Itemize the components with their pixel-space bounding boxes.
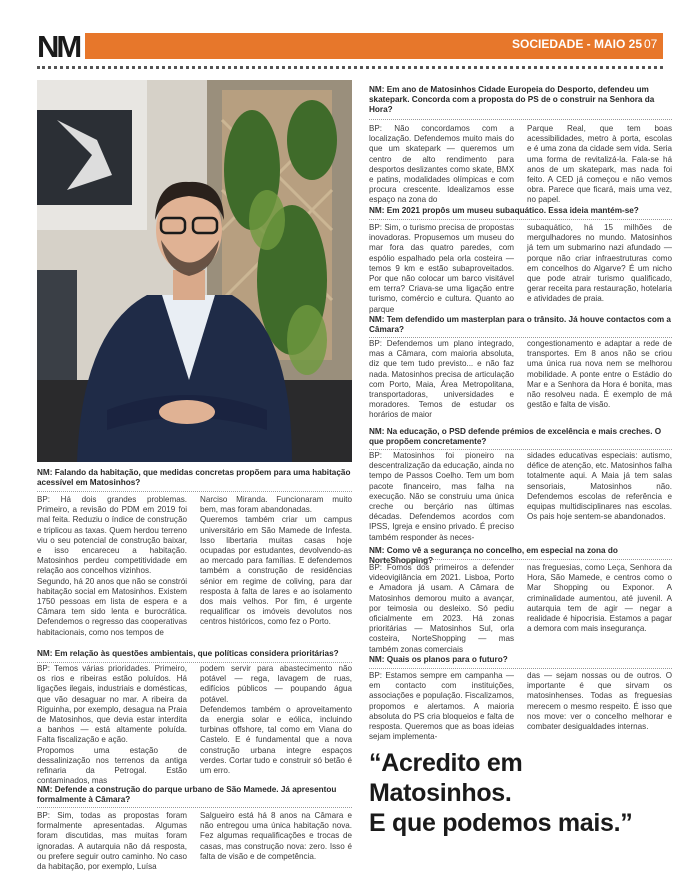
answer-column: sidades educativas especiais: autismo, défice de atenção, etc. Matosinhos falha totalmente aqui. A Maia já tem salas sensoriais, Matosinhos não. Defendemos escolas de referência e equipas multidisciplinares nas escolas. Os pais hoje sentem-se abandonados.	[527, 451, 672, 522]
answer-column: podem servir para abastecimento não potável — rega, lavagem de ruas, edifícios públicos — poupando água potável. Defendemos também o aproveitamento da energia solar e eólica, incluindo turbinas offshore, tal como em Viana do Castelo. E é fundamental que a nova construção urbana integre espaços verdes. Cortar tudo e construir só betão é um erro.	[200, 664, 352, 776]
pull-quote	[369, 748, 669, 838]
question-divider	[37, 662, 352, 663]
page-number: 07	[644, 37, 658, 51]
portrait-photo-icon	[37, 80, 352, 462]
header-divider	[37, 66, 663, 69]
section-title: SOCIEDADE - MAIO 25	[512, 37, 643, 51]
interview-question: NM: Em relação às questões ambientais, que políticas considera prioritárias?	[37, 649, 339, 658]
answer-column: BP: Defendemos um plano integrado, mas a Câmara, com maioria absoluta, diz que tem tudo previsto... e não faz nada. Matosinhos precisa de articulação com Porto, Maia, Área Metropolitana, transportadoras, universidades e moradores. Temos de estudar os horários de maior	[369, 339, 514, 420]
publication-logo: NM	[37, 29, 80, 64]
answer-column: Salgueiro está há 8 anos na Câmara e não entregou uma única habitação nova. Fez algumas requalificações e trocas de casas, mas construção nova: zero. Isso é falta de visão e de competência.	[200, 811, 352, 861]
question-divider	[37, 491, 352, 492]
answer-column: Parque Real, que tem boas acessibilidades, metro à porta, escolas e é uma zona da cidade sem vida. Seria uma forma de revitalizá-la. Fala-se há anos de um skatepark, mas nada foi feito. A CED já começou e não vemos obra. Parece que ficará, mais uma vez, no papel.	[527, 124, 672, 205]
answer-column: das — sejam nossas ou de outros. O importante é que sirvam os matosinhenses. Todas as freguesias merecem o mesmo respeito. É isso que nos move: ver o concelho melhorar e combater desigualdades internas.	[527, 671, 672, 732]
question-divider	[37, 807, 352, 808]
answer-column: congestionamento e adaptar a rede de transportes. Em 8 anos não se criou uma única rua nova nem se melhorou mobilidade. A ponte entre o Estádio do Mar e a Senhora da Hora é bonita, mas não resolveu nada. É exemplo de má gestão e falta de visão.	[527, 339, 672, 410]
answer-column: BP: Não concordamos com a localização. Defendemos muito mais do que um skatepark — queremos um centro de alto rendimento para desportos deslizantes como skate, BMX e patins, modalidades olímpicas e com procura crescente. Idealizamos esse espaço na zona do	[369, 124, 514, 205]
interview-question: NM: Em ano de Matosinhos Cidade Europeia do Desporto, defendeu um skatepark. Concorda com a proposta do PS de o construir na Senhora da Hora?	[369, 85, 655, 114]
question-divider	[369, 668, 672, 669]
answer-column: BP: Estamos sempre em campanha — em contacto com instituições, associações e população. Fiscalizamos, propomos e alertamos. A maioria absoluta do PS cria bloqueios e falta de resposta. Queremos que as boas ideias sejam implementa-	[369, 671, 514, 742]
interview-question: NM: Defende a construção do parque urbano de São Mamede. Já apresentou formalmente à Câmara?	[37, 785, 337, 804]
answer-column: BP: Sim, todas as propostas foram formalmente apresentadas. Algumas foram discutidas, mas muitas foram ignoradas. A autarquia não dá resposta, ou prefere seguir outro caminho. No caso da habitação, por exemplo, Luísa	[37, 811, 187, 872]
interview-question: NM: Falando da habitação, que medidas concretas propõem para uma habitação acessível em Matosinhos?	[37, 468, 351, 487]
interview-question: NM: Tem defendido um masterplan para o trânsito. Já houve contactos com a Câmara?	[369, 315, 671, 334]
interview-question: NM: Quais os planos para o futuro?	[369, 655, 508, 664]
interview-question: NM: Na educação, o PSD defende prémios de excelência e mais creches. O que propõem concretamente?	[369, 427, 662, 446]
question-divider	[369, 559, 672, 560]
answer-column: BP: Matosinhos foi pioneiro na descentralização da educação, ainda no tempo de Passos Coelho. Tem um bom pacote financeiro, mas falha na execução. Não se construiu uma única creche ou berçário nas últimas décadas. Defendemos acordos com IPSS, Igreja e ensino privado. É preciso também responder às neces-	[369, 451, 514, 542]
answer-column: BP: Há dois grandes problemas. Primeiro, a revisão do PDM em 2019 foi mal feita. Reduziu o índice de construção e triplicou as taxas. Quem herdou terreno viu o seu potencial de construção baixar, e isso encareceu a habitação. Matosinhos perdeu competitividade em relação aos concelhos vizinhos. Segundo, há 20 anos que não se constrói habitação social em Matosinhos. Existem 1750 pessoas em lista de espera e a Câmara tem sido lenta e burocrática. Defendemos o regresso das cooperativas habitacionais, como nos tempos de	[37, 495, 187, 637]
answer-column: BP: Sim, o turismo precisa de propostas inovadoras. Propusemos um museu do mar fora das quatro paredes, com espólio espalhado pela orla costeira — temos 9 km e estão subaproveitados. Por que não colocar um barco visitável em terra? Criava-se uma ligação entre turismo, comércio e cultura. Quanto ao parque	[369, 223, 514, 314]
answer-column: Narciso Miranda. Funcionaram muito bem, mas foram abandonadas. Queremos também criar um campus universitário em São Mamede de Infesta. Isso libertaria muitas casas hoje ocupadas por estudantes, devolvendo-as ao mercado para famílias. E defendemos também a construção de residências sénior em regime de coliving, para dar resposta à falta de lares e ao isolamento dos mais velhos. Por fim, é urgente requalificar os imóveis devolutos nos centros históricos, como fez o Porto.	[200, 495, 352, 627]
question-divider	[369, 219, 672, 220]
question-divider	[369, 337, 672, 338]
answer-column: BP: Temos várias prioridades. Primeiro, os rios e ribeiras estão poluídos. Há ligações ilegais, industriais e domésticas, que vão desaguar no mar. A ribeira da Riguinha, por exemplo, desagua na Praia de Matosinhos, que devia estar interdita a banhos — está altamente poluída. Falta fiscalização e ação. Propomos uma estação de dessalinização nos terrenos da antiga refinaria da Petrogal. Estão contaminados, mas	[37, 664, 187, 786]
answer-column: subaquático, há 15 milhões de mergulhadores no mundo. Matosinhos já tem um submarino nazi afundado — porque não criar infraestruturas como em concelhos do Algarve? É um nicho que pode atrair turismo qualificado, gerar receita para restauração, hotelaria e atividades de praia.	[527, 223, 672, 304]
question-divider	[369, 119, 672, 120]
pull-quote-line: E que podemos mais.”	[369, 809, 633, 837]
answer-column: BP: Fomos dos primeiros a defender videovigilância em 2021. Lisboa, Porto e Amadora já usam. A Câmara de Matosinhos demorou muito a avançar, por teimosia ou desleixo. Só pediu oficialmente em 2023. Há zonas prioritárias — Matosinhos Sul, orla costeira, NorteShopping — mas também zonas comerciais	[369, 563, 514, 654]
interview-question: NM: Em 2021 propôs um museu subaquático. Essa ideia mantém-se?	[369, 206, 639, 215]
question-divider	[369, 449, 672, 450]
interview-question: NM: Como vê a segurança no concelho, em especial na zona do NorteShopping?	[369, 546, 618, 565]
answer-column: nas freguesias, como Leça, Senhora da Hora, São Mamede, e centros como o Mar Shopping ou Exponor. A criminalidade aumentou, até juvenil. A autarquia tem de agir — negar a realidade é hipocrisia. Estamos a pagar a demora com mais insegurança.	[527, 563, 672, 634]
pull-quote-line: “Acredito em Matosinhos.	[369, 749, 523, 807]
interviewee-photo	[37, 80, 352, 462]
